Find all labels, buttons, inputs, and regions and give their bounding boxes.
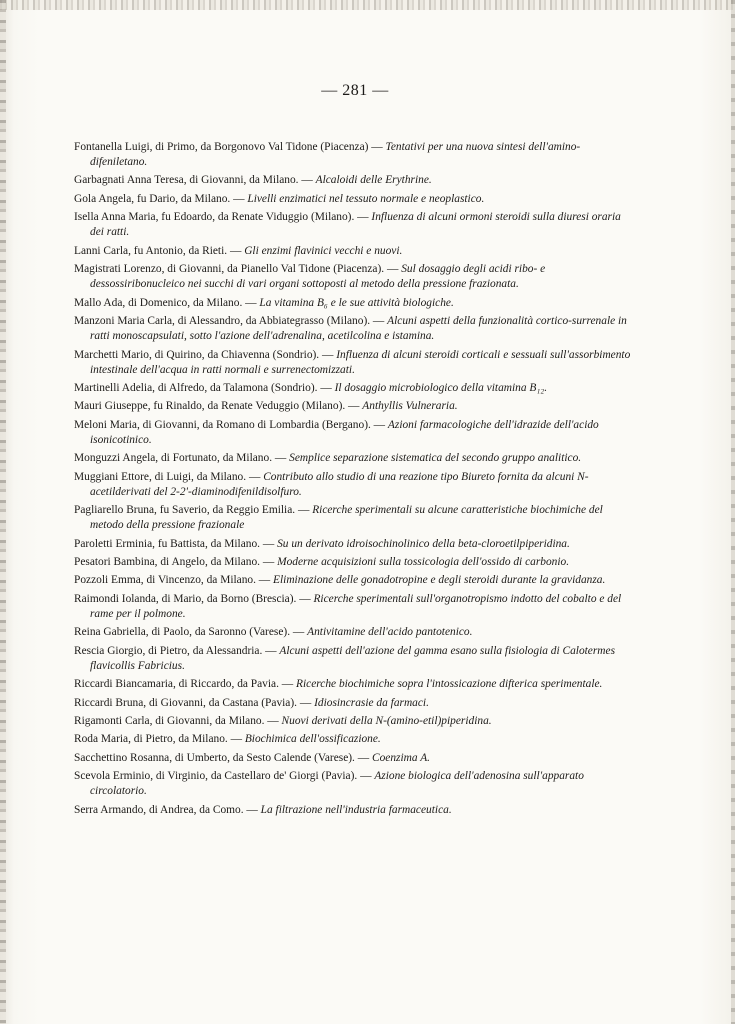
entry-title: La filtrazione nell'industria farmaceutica.	[260, 803, 452, 816]
entry-title: Ricerche biochimiche sopra l'intossicazione difterica sperimentale.	[296, 678, 603, 691]
entry-author: Lanni Carla, fu Antonio, da Rieti. —	[74, 244, 245, 257]
entry-author: Marchetti Mario, di Quirino, da Chiavenna (Sondrio). —	[74, 348, 337, 361]
entry-title: Influenza di alcuni steroidi corticali e sessuali sull'assorbimento intestinale dell'acqua in ratti normali e surrenectomizzati.	[90, 348, 631, 376]
entry-title: Influenza di alcuni ormoni steroidi sulla diuresi oraria dei ratti.	[90, 211, 621, 239]
list-item	[74, 732, 634, 747]
entry-author: Rescia Giorgio, di Pietro, da Alessandria. —	[74, 644, 280, 657]
list-item	[74, 573, 634, 588]
entry-author: Sacchettino Rosanna, di Umberto, da Sesto Calende (Varese). —	[74, 751, 372, 764]
list-item	[74, 714, 634, 729]
list-item	[74, 314, 634, 344]
list-item	[74, 418, 634, 448]
entry-title: Anthyllis Vulneraria.	[362, 400, 458, 413]
entry-title: La vitamina B₆ e le sue attività biologiche.	[259, 296, 454, 309]
entry-title: Ricerche sperimentali sull'organotropismo indotto del cobalto e del rame per il polmone.	[90, 592, 622, 620]
list-item	[74, 262, 634, 292]
entry-title: Semplice separazione sistematica del secondo gruppo analitico.	[289, 452, 582, 465]
entry-author: Garbagnati Anna Teresa, di Giovanni, da Milano. —	[74, 174, 316, 187]
list-item	[74, 470, 634, 500]
entry-title: Nuovi derivati della N-(amino-etil)piperidina.	[281, 714, 492, 727]
entry-title: Biochimica dell'ossificazione.	[244, 733, 381, 746]
entry-author: Mallo Ada, di Domenico, da Milano. —	[74, 296, 260, 309]
entry-title: Moderne acquisizioni sulla tossicologia dell'ossido di carbonio.	[277, 556, 570, 568]
list-item	[74, 625, 634, 640]
entry-title: Tentativi per una nuova sintesi dell'amino-difeniletano.	[90, 141, 581, 169]
entry-author: Riccardi Biancamaria, di Riccardo, da Pavia. —	[74, 678, 297, 691]
entry-title: Ricerche sperimentali su alcune caratteristiche biochimiche del metodo della pressione frazionale	[90, 504, 603, 532]
entry-author: Paroletti Erminia, fu Battista, da Milano. —	[74, 537, 278, 550]
entry-author: Meloni Maria, di Giovanni, da Romano di Lombardia (Bergano). —	[74, 418, 388, 431]
entry-title: Eliminazione delle gonadotropine e degli steroidi durante la gravidanza.	[273, 574, 606, 587]
list-item	[74, 210, 634, 240]
entry-author: Mauri Giuseppe, fu Rinaldo, da Renate Veduggio (Milano). —	[74, 400, 363, 413]
list-item	[74, 803, 634, 818]
list-item	[74, 592, 634, 622]
list-item	[74, 677, 634, 692]
list-item	[74, 751, 634, 766]
list-item	[74, 696, 634, 711]
entry-author: Scevola Erminio, di Virginio, da Castellaro de' Giorgi (Pavia). —	[74, 770, 375, 783]
list-item	[74, 244, 634, 259]
page-left-binding-edge	[0, 0, 6, 1024]
entry-author: Raimondi Iolanda, di Mario, da Borno (Brescia). —	[74, 592, 314, 605]
list-item	[74, 451, 634, 466]
list-item	[74, 769, 634, 799]
entry-title: Contributo allo studio di una reazione tipo Biureto fornita da alcuni N-acetilderivati del 2-2'-diaminodifenildisolfuro.	[90, 470, 589, 498]
entry-author: Reina Gabriella, di Paolo, da Saronno (Varese). —	[74, 626, 308, 639]
page-right-edge	[731, 0, 735, 1024]
entry-title: Azioni farmacologiche dell'idrazide dell'acido isonicotinico.	[90, 418, 599, 446]
entry-title: Antivitamine dell'acido pantotenico.	[307, 626, 473, 639]
entry-title: Alcuni aspetti della funzionalità cortico-surrenale in ratti monoscapsulati, sotto l'azione dell'adrenalina, acetilcolina e istamina.	[90, 315, 627, 343]
entry-author: Magistrati Lorenzo, di Giovanni, da Pianello Val Tidone (Piacenza). —	[74, 263, 402, 276]
entry-title: Sul dosaggio degli acidi ribo- e dessossiribonucleico nei succhi di vari organi sottoposti al metodo della pressione frazionata.	[90, 263, 546, 291]
list-item	[74, 537, 634, 552]
list-item	[74, 555, 634, 570]
entry-author: Martinelli Adelia, di Alfredo, da Talamona (Sondrio). —	[74, 381, 335, 394]
entry-title: Livelli enzimatici nel tessuto normale e neoplastico.	[247, 192, 485, 205]
entry-author: Roda Maria, di Pietro, da Milano. —	[74, 733, 245, 746]
entry-author: Gola Angela, fu Dario, da Milano. —	[74, 192, 248, 205]
entry-author: Pagliarello Bruna, fu Saverio, da Reggio Emilia. —	[74, 504, 313, 517]
entry-author: Isella Anna Maria, fu Edoardo, da Renate Viduggio (Milano). —	[74, 211, 372, 224]
list-item	[74, 173, 634, 188]
list-item	[74, 140, 634, 170]
entry-author: Pozzoli Emma, di Vincenzo, da Milano. —	[74, 574, 274, 587]
entry-title: Alcaloidi delle Erythrine.	[315, 174, 432, 187]
entry-title: Gli enzimi flavinici vecchi e nuovi.	[244, 244, 403, 257]
entry-author: Muggiani Ettore, di Luigi, da Milano. —	[74, 470, 264, 483]
entry-title: Idiosincrasie da farmaci.	[314, 696, 429, 709]
list-item	[74, 503, 634, 533]
entry-author: Serra Armando, di Andrea, da Como. —	[74, 803, 261, 816]
list-item	[74, 644, 634, 674]
thesis-list	[74, 140, 634, 821]
entry-author: Pesatori Bambina, di Angelo, da Milano. —	[74, 556, 278, 568]
entry-author: Riccardi Bruna, di Giovanni, da Castana (Pavia). —	[74, 696, 315, 709]
page-top-edge	[0, 0, 735, 10]
entry-author: Monguzzi Angela, di Fortunato, da Milano. —	[74, 452, 290, 465]
list-item	[74, 399, 634, 414]
entry-title: Il dosaggio microbiologico della vitamina B₁₂.	[334, 381, 548, 394]
entry-author: Rigamonti Carla, di Giovanni, da Milano. —	[74, 714, 282, 727]
list-item	[74, 192, 634, 207]
list-item	[74, 296, 634, 311]
entry-author: Fontanella Luigi, di Primo, da Borgonovo Val Tidone (Piacenza) —	[74, 141, 386, 153]
entry-title: Coenzima A.	[371, 751, 430, 764]
entry-title: Su un derivato idroisochinolinico della beta-cloroetilpiperidina.	[277, 537, 570, 550]
page-number: — 281 —	[321, 82, 389, 99]
entry-title: Alcuni aspetti dell'azione del gamma esano sulla fisiologia di Calotermes flavicollis Fabricius.	[90, 644, 616, 672]
entry-author: Manzoni Maria Carla, di Alessandro, da Abbiategrasso (Milano). —	[74, 315, 388, 328]
entry-title: Azione biologica dell'adenosina sull'apparato circolatorio.	[90, 770, 584, 798]
list-item	[74, 348, 634, 378]
list-item	[74, 381, 634, 396]
